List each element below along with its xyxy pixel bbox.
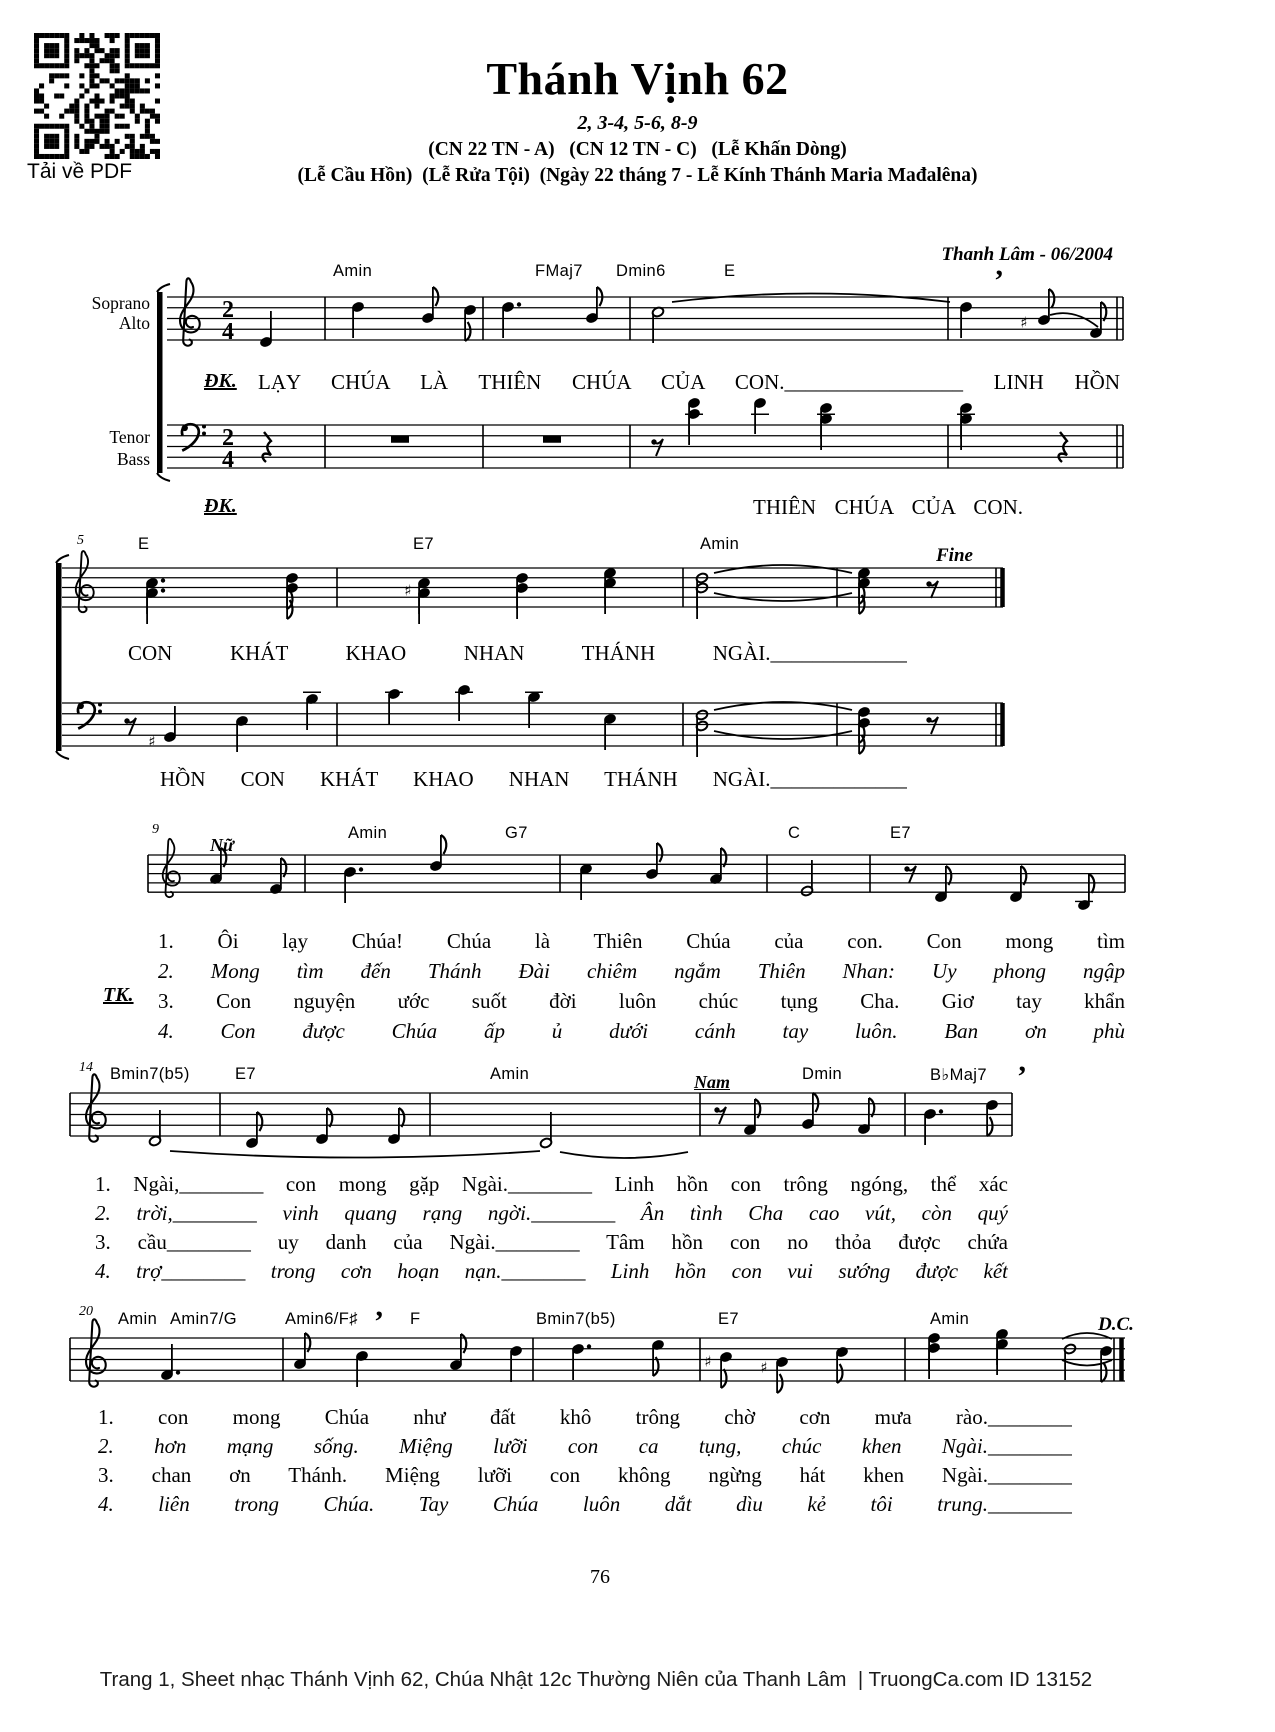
occasions-line-2: (Lễ Cầu Hồn) (Lễ Rửa Tội) (Ngày 22 tháng 7 - Lễ Kính Thánh Maria Mađalêna) <box>297 165 978 186</box>
measure-number: 9 <box>152 822 159 837</box>
composer-credit: Thanh Lâm - 06/2004 <box>941 244 1113 265</box>
svg-text:’: ’ <box>374 1305 384 1338</box>
verse-line: 3. chan ơn Thánh. Miệng lưỡi con không ngừng hát khen Ngài.________ <box>98 1463 1072 1487</box>
chord-label: Bmin7(b5) <box>110 1065 190 1083</box>
chord-label: Amin <box>490 1065 530 1083</box>
verse-line: 1. Ôi lạy Chúa! Chúa là Thiên Chúa của con. Con mong tìm <box>158 929 1125 953</box>
voice-tag-women: Nữ <box>210 835 234 855</box>
footer-info: Trang 1, Sheet nhạc Thánh Vịnh 62, Chúa Nhật 12c Thường Niên của Thanh Lâm | TruongCa.com ID 13152 <box>99 1668 1093 1691</box>
chord-label: E7 <box>718 1310 739 1328</box>
chord-label: Amin <box>930 1310 970 1328</box>
chord-label: Amin <box>118 1310 158 1328</box>
verse-line: 2. Mong tìm đến Thánh Đài chiêm ngắm Thiên Nhan: Uy phong ngập <box>158 959 1125 983</box>
chord-label: E <box>138 535 150 553</box>
qr-caption[interactable]: Tải về PDF <box>27 160 133 183</box>
svg-text:2: 2 <box>222 425 234 451</box>
chord-label: Amin <box>333 262 373 280</box>
chord-label: B♭Maj7 <box>930 1066 987 1084</box>
svg-text:4: 4 <box>222 447 234 473</box>
svg-text:♯: ♯ <box>404 581 412 600</box>
chord-label: E7 <box>235 1065 256 1083</box>
chord-label: C <box>788 824 801 842</box>
occasions-line-1: (CN 22 TN - A) (CN 12 TN - C) (Lễ Khấn Dòng) <box>428 139 847 160</box>
chord-label: FMaj7 <box>535 262 583 280</box>
measure-number: 5 <box>77 533 84 548</box>
verse-line: 3. Con nguyện ước suốt đời luôn chúc tụng Cha. Giơ tay khẩn <box>158 989 1125 1013</box>
verse-line: 4. Con được Chúa ấp ủ dưới cánh tay luôn. Ban ơn phù <box>158 1019 1125 1043</box>
svg-text:♯: ♯ <box>704 1352 712 1371</box>
voice-label-soprano: Soprano <box>91 293 150 313</box>
chord-label: E <box>724 262 736 280</box>
chord-label: E7 <box>413 535 434 553</box>
refrain-lyrics-soprano: LẠY CHÚA LÀ THIÊN CHÚA CỦA CON._________________ LINH HỒN <box>258 370 1120 394</box>
section-marker: TK. <box>103 984 134 1006</box>
refrain-lyrics-soprano-2: CON KHÁT KHAO NHAN THÁNH NGÀI._____________ <box>128 641 907 665</box>
chord-label: G7 <box>505 824 528 842</box>
measure-number: 20 <box>79 1304 93 1319</box>
svg-text:’: ’ <box>1017 1060 1027 1093</box>
page-title: Thánh Vịnh 62 <box>486 53 789 104</box>
voice-label-bass: Bass <box>116 449 150 469</box>
chord-label: E7 <box>890 824 911 842</box>
verse-line: 4. liên trong Chúa. Tay Chúa luôn dắt dìu kẻ tôi trung.________ <box>98 1492 1072 1516</box>
svg-text:2: 2 <box>222 297 234 323</box>
verse-references: 2, 3-4, 5-6, 8-9 <box>577 112 698 134</box>
voice-label-alto: Alto <box>118 313 150 333</box>
svg-text:4: 4 <box>222 319 234 345</box>
dc-marking: D.C. <box>1098 1314 1134 1335</box>
chord-label: Dmin6 <box>616 262 666 280</box>
verse-line: 1. con mong Chúa như đất khô trông chờ cơn mưa rào.________ <box>98 1405 1072 1429</box>
chord-label: Amin <box>700 535 740 553</box>
verse-line: 4. trợ________ trong cơn hoạn nạn.________ Linh hồn con vui sướng được kết <box>95 1259 1008 1283</box>
refrain-lyrics-tenor: THIÊN CHÚA CỦA CON. <box>753 495 1023 519</box>
svg-text:♯: ♯ <box>1020 313 1028 332</box>
chord-label: Amin7/G <box>170 1310 237 1328</box>
page-number: 76 <box>590 1566 610 1588</box>
measure-number: 14 <box>79 1060 93 1075</box>
chord-label: Amin6/F♯ <box>285 1310 358 1328</box>
voice-tag-men: Nam <box>694 1072 730 1092</box>
voice-label-tenor: Tenor <box>109 427 150 447</box>
refrain-marker: ĐK. <box>204 370 237 392</box>
chord-label: Dmin <box>802 1065 843 1083</box>
refrain-lyrics-bass-2: HỒN CON KHÁT KHAO NHAN THÁNH NGÀI._____________ <box>160 767 907 791</box>
verse-line: 2. trời,________ vinh quang rạng ngời.________ Ân tình Cha cao vút, còn quý <box>95 1201 1008 1225</box>
svg-text:♯: ♯ <box>760 1358 768 1377</box>
chord-label: Amin <box>348 824 388 842</box>
fine-marking: Fine <box>936 545 973 566</box>
chord-label: Bmin7(b5) <box>536 1310 616 1328</box>
verse-line: 2. hơn mạng sống. Miệng lưỡi con ca tụng, chúc khen Ngài.________ <box>98 1434 1072 1458</box>
svg-text:’: ’ <box>994 264 1004 297</box>
verse-line: 1. Ngài,________ con mong gặp Ngài.________ Linh hồn con trông ngóng, thể xác <box>95 1172 1008 1196</box>
svg-text:♯: ♯ <box>148 732 156 751</box>
refrain-marker-2: ĐK. <box>204 495 237 517</box>
chord-label: F <box>410 1310 421 1328</box>
verse-line: 3. cầu________ uy danh của Ngài.________ Tâm hồn con no thỏa được chứa <box>95 1230 1008 1254</box>
